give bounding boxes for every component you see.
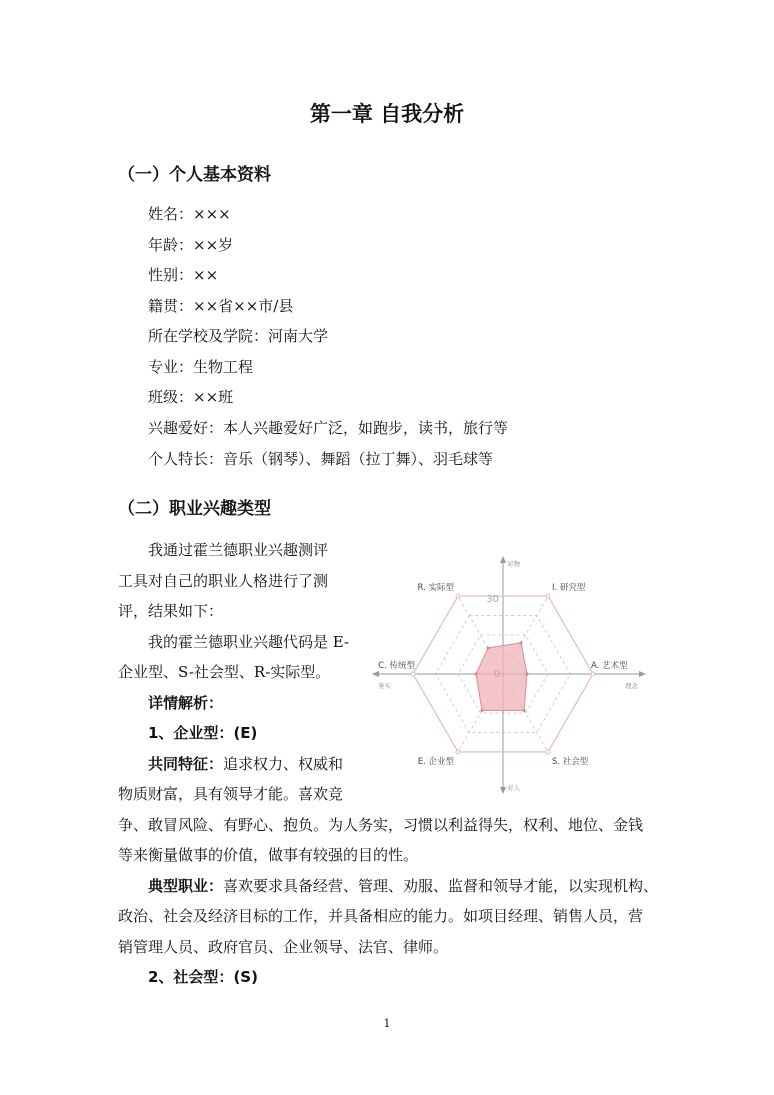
radar-horizontal-arrow-right — [639, 671, 646, 677]
typical-jobs-line-3: 销管理人员、政府官员、企业领导、法官、律师。 — [118, 938, 449, 956]
intro-line-3: 评，结果如下： — [118, 602, 224, 620]
radar-axis-label-left: 务实 — [378, 682, 391, 690]
radar-vertex-artistic — [591, 672, 595, 676]
profile-gender: 性别：×× — [148, 266, 219, 284]
radar-category-label-realistic: R. 实际型 — [417, 583, 454, 594]
radar-point-conventional — [474, 672, 477, 675]
radar-vertex-social — [546, 750, 550, 754]
type2-title: 2、社会型：(S) — [148, 968, 258, 986]
profile-class: 班级：××班 — [148, 388, 234, 406]
section-heading-interest: （二）职业兴趣类型 — [118, 499, 271, 519]
type1-title: 1、企业型：(E) — [148, 724, 258, 742]
radar-category-label-social: S. 社会型 — [552, 756, 589, 767]
common-traits-label: 共同特征： — [148, 755, 224, 773]
typical-jobs-line-2: 政治、社会及经济目标的工作，并具备相应的能力。如项目经理、销售人员，营 — [118, 907, 644, 925]
common-traits-text: 追求权力、权威和 — [223, 755, 344, 773]
profile-hobbies: 兴趣爱好：本人兴趣爱好广泛，如跑步，读书，旅行等 — [148, 419, 509, 437]
code-line-1: 我的霍兰德职业兴趣代码是 E- — [148, 633, 350, 651]
radar-axis-label-top: 对物 — [507, 560, 520, 568]
radar-category-label-enterprising: E. 企业型 — [417, 756, 454, 767]
holland-radar-chart — [360, 552, 660, 802]
radar-category-label-conventional: C. 传统型 — [378, 661, 415, 671]
radar-vertex-enterprising — [456, 750, 460, 754]
radar-vertex-conventional — [411, 672, 415, 676]
radar-point-artistic — [525, 672, 528, 675]
typical-jobs-label: 典型职业： — [148, 877, 224, 895]
section-heading-basic-info: （一）个人基本资料 — [118, 165, 271, 185]
radar-vertical-arrow-down — [500, 787, 506, 794]
profile-hometown: 籍贯：××省××市/县 — [148, 297, 294, 315]
radar-horizontal-arrow-left — [372, 671, 379, 677]
profile-major: 专业：生物工程 — [148, 358, 254, 376]
intro-line-1: 我通过霍兰德职业兴趣测评 — [148, 541, 329, 559]
typical-jobs-line-1 — [148, 876, 658, 896]
radar-category-label-artistic: A. 艺术型 — [591, 661, 628, 671]
radar-scale-max-label: 30 — [486, 594, 499, 605]
radar-vertex-realistic — [456, 594, 460, 598]
radar-category-label-investigative: I. 研究型 — [552, 583, 586, 594]
profile-school: 所在学校及学院：河南大学 — [148, 327, 329, 345]
radar-point-realistic — [486, 646, 489, 649]
radar-axis-label-bottom: 对人 — [507, 784, 520, 792]
profile-skills: 个人特长：音乐（钢琴）、舞蹈（拉丁舞）、羽毛球等 — [148, 450, 494, 468]
common-traits-line-1 — [148, 754, 343, 774]
common-traits-line-3: 争、敢冒风险、有野心、抱负。为人务实，习惯以利益得失，权利、地位、金钱 — [118, 816, 644, 834]
radar-vertex-investigative — [546, 594, 550, 598]
radar-scale-zero-label: 0 — [493, 669, 500, 680]
radar-point-investigative — [519, 641, 522, 644]
common-traits-line-4: 等来衡量做事的价值，做事有较强的目的性。 — [118, 846, 419, 864]
common-traits-line-2: 物质财富，具有领导才能。喜欢竞 — [118, 785, 344, 803]
radar-vertical-arrow-up — [500, 556, 506, 563]
radar-series-polygon — [476, 643, 527, 711]
page-number: 1 — [383, 1017, 391, 1030]
radar-point-enterprising — [480, 709, 483, 712]
radar-point-social — [522, 709, 525, 712]
code-line-2: 企业型、S-社会型、R-实际型。 — [118, 663, 331, 681]
chapter-title: 第一章 自我分析 — [309, 102, 465, 126]
radar-axis-label-right: 理念 — [625, 682, 638, 690]
profile-age: 年龄：××岁 — [148, 236, 234, 254]
details-label: 详情解析： — [148, 694, 224, 712]
typical-jobs-text: 喜欢要求具备经营、管理、劝服、监督和领导才能，以实现机构、 — [223, 877, 659, 895]
profile-name: 姓名：××× — [148, 205, 231, 223]
radar-data-area — [474, 641, 528, 712]
intro-line-2: 工具对自己的职业人格进行了测 — [118, 572, 329, 590]
